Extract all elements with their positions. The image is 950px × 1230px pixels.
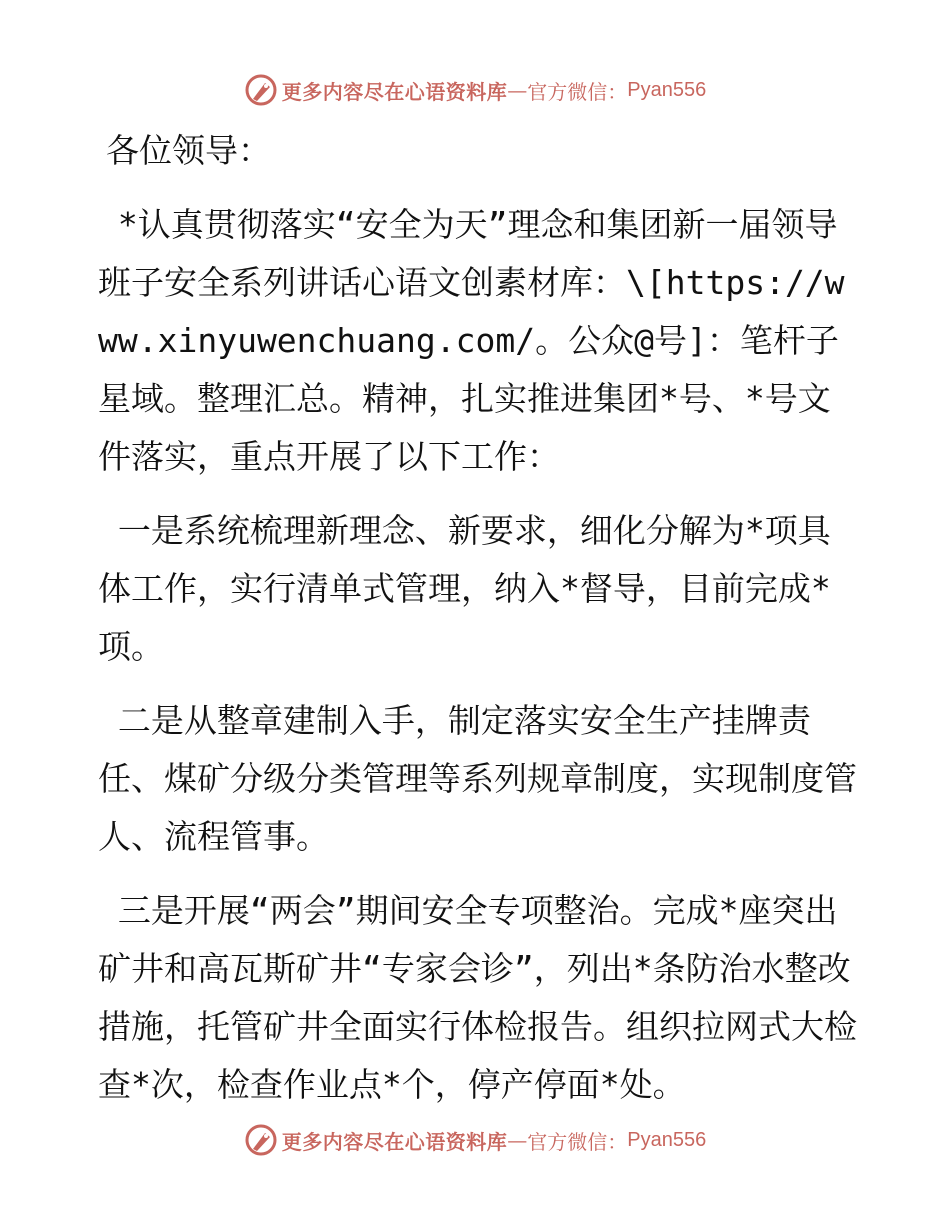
watermark-separator: — bbox=[507, 78, 528, 102]
watermark-text: 更多内容尽在心语资料库 bbox=[281, 1129, 508, 1154]
paragraph-item-3: 三是开展“两会”期间安全专项整治。完成*座突出矿井和高瓦斯矿井“专家会诊”，列出*条防治水整改措施，托管矿井全面实行体检报告。组织拉网式大检查*次，检查作业点*个，停产停面*处。 bbox=[98, 891, 857, 1104]
pen-nib-logo-icon bbox=[244, 73, 278, 107]
watermark-contact-label: 官方微信： bbox=[527, 1129, 628, 1154]
watermark-text: 更多内容尽在心语资料库 bbox=[281, 79, 508, 104]
watermark-separator: — bbox=[507, 1128, 528, 1152]
paragraph-item-1: 一是系统梳理新理念、新要求，细化分解为*项具体工作，实行清单式管理，纳入*督导，目前完成*项。 bbox=[98, 511, 831, 666]
document-body bbox=[98, 122, 858, 1114]
paragraph-intro: *认真贯彻落实“安全为天”理念和集团新一届领导班子安全系列讲话心语文创素材库：\[https://www.xinyuwenchuang.com/。公众@号]：笔杆子星域。整理汇总。精神，扎实推进集团*号、*号文件落实，重点开展了以下工作： bbox=[98, 205, 845, 476]
paragraph-item-2: 二是从整章建制入手，制定落实安全生产挂牌责任、煤矿分级分类管理等系列规章制度，实现制度管人、流程管事。 bbox=[98, 701, 857, 856]
footer-watermark bbox=[0, 1120, 950, 1160]
watermark-contact-label: 官方微信： bbox=[527, 79, 628, 104]
header-watermark bbox=[0, 70, 950, 110]
greeting: 各位领导： bbox=[106, 131, 271, 170]
watermark-contact-id: Pyan556 bbox=[627, 1128, 707, 1151]
pen-nib-logo-icon bbox=[244, 1123, 278, 1157]
watermark-contact-id: Pyan556 bbox=[627, 78, 707, 101]
